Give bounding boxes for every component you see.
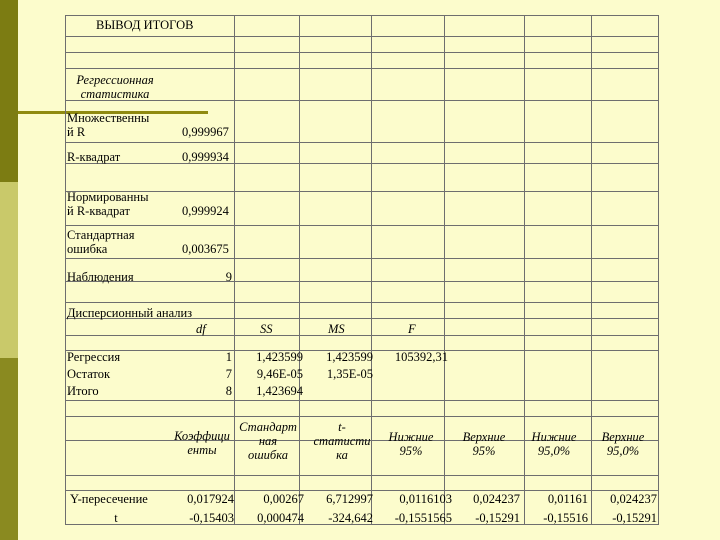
stat-value-multiple-r: 0,999967 — [182, 125, 229, 139]
anova-header-df: df — [196, 322, 206, 336]
anova-row-label: Остаток — [67, 367, 111, 381]
coef-cell: -324,642 — [328, 511, 373, 525]
coef-header-lower-95: Нижние 95% — [388, 430, 434, 458]
anova-row-label: Регрессия — [67, 350, 121, 364]
coef-cell: -0,1551565 — [394, 511, 452, 525]
stat-label-adjusted-r-squared: Нормированны й R-квадрат — [67, 190, 149, 218]
coef-cell: 0,000474 — [257, 511, 304, 525]
coef-header-upper-95: Верхние 95% — [462, 430, 506, 458]
coef-cell: 0,024237 — [610, 492, 657, 506]
stat-label-observations: Наблюдения — [67, 270, 134, 284]
regression-stats-heading: Регрессионная статистика — [76, 73, 154, 101]
coef-cell: -0,15291 — [475, 511, 520, 525]
anova-title: Дисперсионный анализ — [67, 306, 193, 320]
stat-value-r-squared: 0,999934 — [182, 150, 229, 164]
anova-row-label: Итого — [67, 384, 99, 398]
coef-row-label-intercept: Y-пересечение — [70, 492, 148, 506]
coef-header-t-stat: t- статисти ка — [313, 420, 371, 462]
stat-label-multiple-r: Множественны й R — [67, 111, 150, 139]
anova-cell-df: 7 — [225, 367, 232, 381]
anova-header-ms: MS — [328, 322, 345, 336]
anova-cell-df: 1 — [225, 350, 232, 364]
coef-header-upper-95-0: Верхние 95,0% — [601, 430, 645, 458]
anova-cell-ms: 1,423599 — [326, 350, 373, 364]
anova-cell-df: 8 — [225, 384, 232, 398]
anova-cell-ss: 9,46E-05 — [256, 367, 303, 381]
coef-cell: 6,712997 — [326, 492, 373, 506]
stat-label-r-squared: R-квадрат — [67, 150, 121, 164]
coef-header-standard-error: Стандарт ная ошибка — [239, 420, 297, 462]
coef-cell: 0,00267 — [263, 492, 304, 506]
sidebar-accent-light — [0, 182, 18, 358]
anova-cell-ms: 1,35E-05 — [326, 367, 373, 381]
stat-label-standard-error: Стандартная ошибка — [67, 228, 135, 256]
anova-header-f: F — [408, 322, 416, 336]
coef-cell: -0,15516 — [543, 511, 588, 525]
anova-cell-ss: 1,423599 — [256, 350, 303, 364]
coef-header-coefficients: Коэффици енты — [174, 429, 230, 457]
coef-cell: 0,024237 — [473, 492, 520, 506]
coef-cell: 0,0116103 — [399, 492, 452, 506]
coef-cell: -0,15403 — [189, 511, 234, 525]
report-title: ВЫВОД ИТОГОВ — [96, 18, 194, 32]
stat-value-observations: 9 — [225, 270, 232, 284]
anova-cell-f: 105392,31 — [394, 350, 448, 364]
coef-row-label-t: t — [114, 511, 118, 525]
coef-cell: 0,01161 — [547, 492, 588, 506]
stat-value-adjusted-r-squared: 0,999924 — [182, 204, 229, 218]
coef-header-lower-95-0: Нижние 95,0% — [531, 430, 577, 458]
sidebar-accent-dark — [0, 0, 18, 182]
coef-cell: -0,15291 — [612, 511, 657, 525]
coef-cell: 0,017924 — [187, 492, 234, 506]
anova-cell-ss: 1,423694 — [256, 384, 303, 398]
stat-value-standard-error: 0,003675 — [182, 242, 229, 256]
sidebar-accent-bottom — [0, 358, 18, 540]
anova-header-ss: SS — [260, 322, 273, 336]
